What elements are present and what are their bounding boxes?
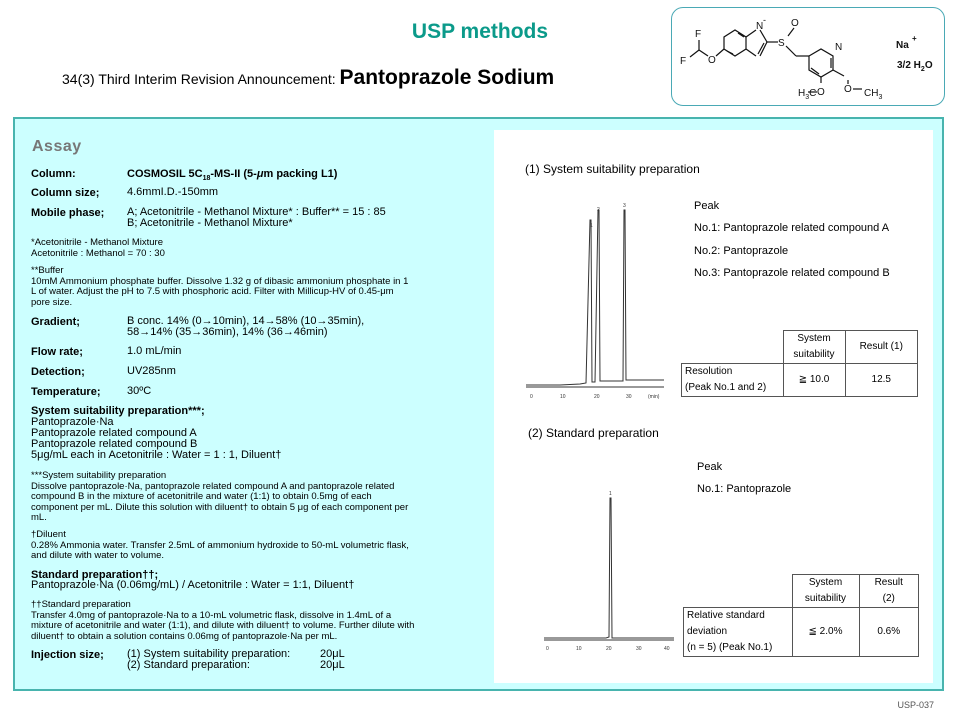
injection-1-label: (1) System suitability preparation:: [127, 648, 291, 660]
gradient-value: B conc. 14% (0→10min), 14→58% (10→35min), 58→14% (35→36min), 14% (36→46min): [127, 315, 365, 338]
buffer-note: **Buffer 10mM Ammonium phosphate buffer. Dissolve 1.32 g of dibasic ammonium phosphate in 1 L of water. Adjust the pH to 7.5 with phosphoric acid. Filter with Millicup-HV of 0.45-μm pore size.: [31, 265, 409, 308]
peak-label-1: 1: [609, 491, 612, 497]
bond: [690, 50, 699, 57]
mobile-phase-a: A; Acetonitrile - Methanol Mixture* : Buffer** = 15 : 85: [127, 206, 386, 218]
table-header-result: Result (2): [859, 575, 919, 608]
minus-sign: -: [763, 15, 766, 25]
table-row-label: Resolution (Peak No.1 and 2): [682, 364, 784, 397]
tick-20: 20: [594, 394, 600, 400]
pyridine-ring: [809, 49, 833, 77]
table-cell-result: 12.5: [845, 364, 918, 397]
table-header-result: Result (1): [845, 331, 918, 364]
peak-label-1: 1: [590, 223, 593, 229]
chromatogram-1: [520, 195, 670, 405]
methyl-h3c: $H_3C$: [798, 88, 817, 101]
tick-20: 20: [606, 646, 612, 652]
benzene-ring: [724, 30, 746, 56]
atom-o1: O: [708, 55, 716, 66]
compound-name: Pantoprazole Sodium: [339, 66, 555, 89]
std-value: Pantoprazole·Na (0.06mg/mL) / Acetonitrile : Water = 1:1, Diluent†: [31, 579, 355, 591]
mobile-phase-b: B; Acetonitrile - Methanol Mixture*: [127, 217, 293, 229]
assay-heading: Assay: [32, 138, 82, 155]
diluent-note: †Diluent 0.28% Ammonia water. Transfer 2.5mL of ammonium hydroxide to 50-mL volumetric flask, and dilute with water to volume.: [31, 529, 409, 561]
ssp-list: Pantoprazole·Na Pantoprazole related compound A Pantoprazole related compound B 5μg/mL each in Acetonitrile : Water = 1 : 1, Diluent†: [31, 416, 282, 461]
trace-line: [526, 210, 664, 385]
tick-10: 10: [576, 646, 582, 652]
gradient-label: Gradient;: [31, 316, 80, 328]
tick-30: 30: [626, 394, 632, 400]
peak-item: No.2: Pantoprazole: [694, 245, 789, 257]
tick-30: 30: [636, 646, 642, 652]
tick-min: (min): [648, 394, 660, 400]
injection-2-value: 20μL: [320, 659, 345, 671]
structure-box: [671, 7, 945, 106]
peak-title-1: Peak: [694, 200, 720, 212]
atom-n-pyridine: N: [835, 42, 843, 53]
plus-sign: +: [912, 34, 917, 43]
table-row-label: Relative standard deviation (n = 5) (Peak No.1): [684, 608, 793, 657]
peak-item: No.1: Pantoprazole related compound A: [694, 222, 890, 234]
column-size-value: 4.6mmI.D.-150mm: [127, 186, 219, 198]
page-title: USP methods: [411, 20, 549, 43]
mobile-phase-label: Mobile phase;: [31, 207, 105, 219]
chromatogram-1-heading: (1) System suitability preparation: [525, 162, 700, 176]
temperature-value: 30ºC: [127, 385, 152, 397]
subtitle-prefix: 34(3) Third Interim Revision Announcement:: [62, 71, 336, 87]
table-header-row: [684, 575, 919, 608]
peak-label-3: 3: [623, 203, 626, 209]
table-row: [682, 364, 918, 397]
bond: [716, 49, 724, 56]
peak-item: No.3: Pantoprazole related compound B: [694, 267, 890, 279]
table-row: [684, 608, 919, 657]
table-cell-system: ≧ 10.0: [783, 364, 845, 397]
peak-title-2: Peak: [697, 461, 723, 473]
bond: [786, 46, 796, 56]
trace-line: [544, 498, 674, 638]
bond: [788, 28, 794, 36]
sodium-label: Na: [896, 40, 909, 51]
atom-f2: F: [680, 56, 687, 67]
atom-n-minus: N: [756, 21, 764, 32]
detection-label: Detection;: [31, 366, 85, 378]
table-cell-result: 0.6%: [859, 608, 919, 657]
suitability-table-1: [681, 330, 918, 397]
std-note: ††Standard preparation Transfer 4.0mg of pantoprazole·Na to a 10-mL volumetric flask, dissolve in 1.4mL of a mixture of acetonitrile and water (1:1), and dilute with diluent† to volume. Further dilute with diluent† to obtain a solution contains 0.06mg of pantoprazole·Na per mL.: [31, 599, 415, 642]
column-label: Column:: [31, 168, 76, 180]
tick-0: 0: [546, 646, 549, 652]
flow-rate-value: 1.0 mL/min: [127, 345, 182, 357]
table-header-system: System suitability: [783, 331, 845, 364]
table-header-system: System suitability: [792, 575, 859, 608]
detection-value: UV285nm: [127, 365, 176, 377]
atom-o2: O: [791, 18, 799, 29]
ssp-heading: System suitability preparation***;: [31, 405, 205, 417]
flow-rate-label: Flow rate;: [31, 346, 83, 358]
subtitle: [62, 66, 554, 90]
injection-1-value: 20μL: [320, 648, 345, 660]
tick-10: 10: [560, 394, 566, 400]
bond: [833, 70, 844, 76]
temperature-label: Temperature;: [31, 386, 101, 398]
suitability-table-2: [683, 574, 919, 657]
chromatogram-2: [540, 482, 680, 654]
peak-label-2: 2: [597, 207, 600, 213]
injection-label: Injection size;: [31, 649, 104, 661]
column-size-label: Column size;: [31, 187, 100, 199]
atom-o3: O: [817, 87, 825, 98]
table-corner: [682, 331, 784, 364]
tick-0: 0: [530, 394, 533, 400]
atom-s: S: [778, 38, 785, 49]
bond: [699, 50, 708, 56]
column-value: COSMOSIL $5C_{18}-MS-II$ (5-μm packing L1): [127, 168, 338, 183]
table-corner: [684, 575, 793, 608]
atom-f1: F: [695, 29, 702, 40]
ssp-note: ***System suitability preparation Dissolve pantoprazole·Na, pantoprazole related compound A and pantoprazole related compound B in the mixture of acetonitrile and water (1:1) to obtain 0.5mg of each component per mL. Dilute this solution with diluent† to obtain 5 μg of each component per mL.: [31, 470, 409, 523]
table-cell-system: ≦ 2.0%: [792, 608, 859, 657]
table-header-row: [682, 331, 918, 364]
std-heading: Standard preparation††;: [31, 569, 159, 581]
peak-item: No.1: Pantoprazole: [697, 483, 792, 495]
methyl-ch3: $CH_3$: [864, 88, 883, 101]
bond: [746, 49, 756, 56]
hydrate-label: 3/2 $H_2O$: [897, 60, 933, 73]
bond: [727, 51, 733, 54]
chromatogram-2-heading: (2) Standard preparation: [528, 426, 659, 440]
atom-o4: O: [844, 84, 852, 95]
page-code: USP-037: [897, 700, 934, 710]
injection-2-label: (2) Standard preparation:: [127, 659, 250, 671]
tick-40: 40: [664, 646, 670, 652]
acn-note: *Acetonitrile - Methanol Mixture Acetonitrile : Methanol = 70 : 30: [31, 237, 165, 259]
chemical-structure: [672, 8, 944, 105]
bond: [746, 30, 756, 37]
